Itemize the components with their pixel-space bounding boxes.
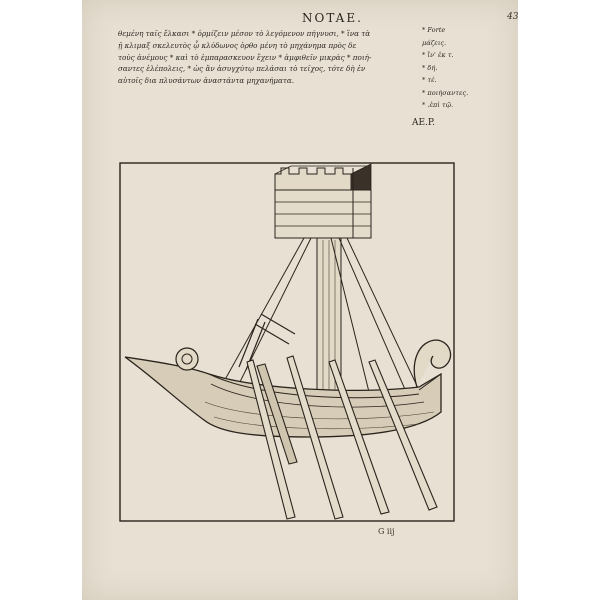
margin-note: * τέ. (422, 76, 437, 84)
text-line: αὐτοῖς δια πλυσάντων ἀναστάντα μηχανήματα. (118, 76, 295, 86)
margin-note: * δή. (422, 63, 438, 72)
text-line: ῇ κλιμαξ σκελευτὸς ᾧ κλύδωνος ὀρθο μένη τὸ μηχάνημα πρὸς δε (118, 40, 357, 50)
mast-tower (275, 164, 371, 238)
signature-note: AE.P. (412, 118, 436, 128)
signature-mark: G iij (378, 527, 395, 536)
page-header: NOTAE. (302, 11, 363, 25)
oars (247, 356, 437, 519)
book-page (82, 0, 518, 600)
text-line: θεμένη ταῖς ἕλκασι * ὁρμίζειν μέσον τὸ λεγόμενον πήγνυσι, * ἵνα τὰ (118, 29, 371, 38)
greek-text-block (118, 28, 448, 87)
page-number: 43 (507, 12, 519, 22)
margin-note: * ἵν' ἐκ τ. (422, 51, 454, 59)
margin-note: μάζεις. (422, 38, 447, 47)
margin-notes (422, 24, 482, 112)
text-line: σαντες ἑλέπολεις, * ὡς ἂν ἀσυγχύτῳ πελάσαι τὸ τεῖχος, τότε δὴ ἐν (118, 64, 366, 74)
woodcut-ship-illustration (119, 162, 455, 522)
text-line: τοὺς ἀνέμους * καὶ τὸ ἐμπαρασκευον ἔχειν * ἀμφιθεῖν μικρὰς * ποιή- (118, 52, 372, 62)
margin-note: * ποιήσαντες. (422, 88, 469, 97)
margin-note: * .ἐπὶ τῷ. (422, 101, 454, 109)
margin-note: * Forte (422, 26, 446, 34)
